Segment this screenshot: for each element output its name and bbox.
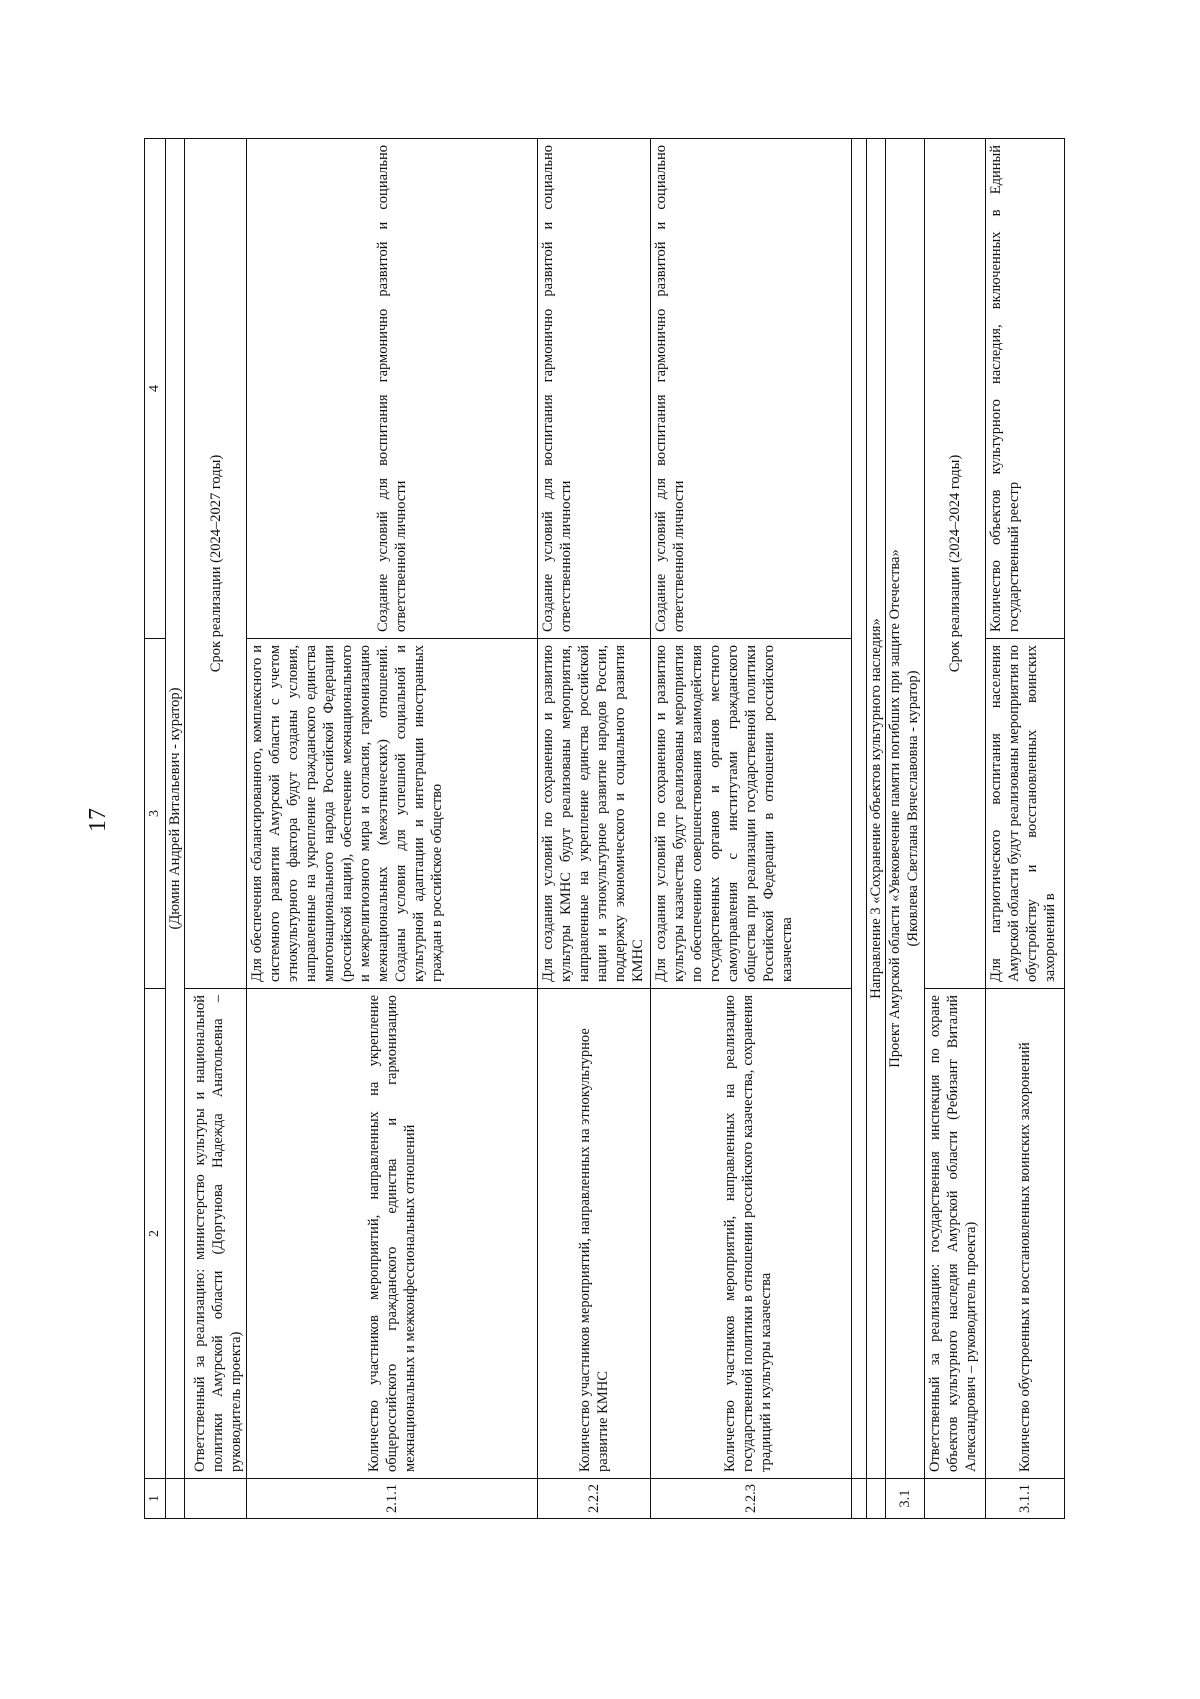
table-row [651, 139, 852, 1519]
spacer-num-cell [852, 1479, 867, 1519]
responsible-num-cell-2 [925, 1479, 986, 1519]
result-2-2-2: Создание условий для воспитания гармонично развитой и социально ответственной личности [538, 139, 651, 639]
spacer-row [852, 139, 867, 1519]
curator-row [166, 139, 185, 1519]
page-number: 17 [85, 808, 111, 832]
responsible-row-1 [185, 139, 247, 1519]
project-row [886, 139, 925, 1519]
row-number-2-2-2: 2.2.2 [538, 1479, 651, 1519]
table-row [247, 139, 538, 1519]
project-number-3-1: 3.1 [886, 1479, 925, 1519]
measures-table [144, 138, 1065, 1519]
col-header-2: 2 [145, 989, 166, 1479]
responsible-row-2 [925, 139, 986, 1519]
indicator-3-1-1: Количество обустроенных и восстановленных воинских захоронений [986, 989, 1065, 1479]
table-row [538, 139, 651, 1519]
direction-row [867, 139, 886, 1519]
result-2-1-1: Создание условий для воспитания гармонично развитой и социально ответственной личности [247, 139, 538, 639]
spacer-cell [852, 139, 867, 1479]
description-2-2-2: Для создания условий по сохранению и развитию культуры КМНС будут реализованы мероприятия, направленные на укрепление единства российской нации и этнокультурное развитие народов России, поддержку экономического и социального развития КМНС [538, 639, 651, 989]
result-3-1-1: Количество объектов культурного наследия, включенных в Единый государственный реестр [986, 139, 1065, 639]
term-1: Срок реализации (2024–2027 годы) [185, 139, 247, 989]
rotated-table-container [144, 139, 1104, 1519]
description-2-1-1: Для обеспечения сбалансированного, комплексного и системного развития Амурской области с учетом этнокультурного фактора будут созданы условия, направленные на укрепление гражданского единства многонационального народа Российской Федерации (российской нации), обеспечение межнационального и межрелигиозного мира и согласия, гармонизацию межнациональных (межэтнических) отношений. Созданы условия для успешной социальной и культурной адаптации и интеграции иностранных граждан в российское общество [247, 639, 538, 989]
row-number-2-1-1: 2.1.1 [247, 1479, 538, 1519]
term-2: Срок реализации (2024–2024 годы) [925, 139, 986, 989]
responsible-2: Ответственный за реализацию: государственная инспекция по охране объектов культурного наследия Амурской области (Ребизант Виталий Александрович – руководитель проекта) [925, 989, 986, 1479]
row-number-3-1-1: 3.1.1 [986, 1479, 1065, 1519]
indicator-2-2-2: Количество участников мероприятий, направленных на этнокультурное развитие КМНС [538, 989, 651, 1479]
direction-3: Направление 3 «Сохранение объектов культурного наследия» [867, 139, 886, 1479]
table-row [986, 139, 1065, 1519]
direction-num-cell [867, 1479, 886, 1519]
responsible-1: Ответственный за реализацию: министерство культуры и национальной политики Амурской области (Доргунова Надежда Анатольевна – руководитель проекта) [185, 989, 247, 1479]
col-header-1: 1 [145, 1479, 166, 1519]
indicator-2-1-1: Количество участников мероприятий, направленных на укрепление общероссийского гражданского единства и гармонизацию межнациональных и межконфессиональных отношений [247, 989, 538, 1479]
project-title: Проект Амурской области «Увековечение памяти погибших при защите Отечества» [887, 549, 903, 1068]
indicator-2-2-3: Количество участников мероприятий, направленных на реализацию государственной политики в отношении российского казачества, сохранения традиций и культуры казачества [651, 989, 852, 1479]
description-3-1-1: Для патриотического воспитания населения Амурской области будут реализованы мероприятия по обустройству и восстановленных воинских захоронений в [986, 639, 1065, 989]
project-3-1 [886, 139, 925, 1479]
col-header-4: 4 [145, 139, 166, 639]
row-number-2-2-3: 2.2.3 [651, 1479, 852, 1519]
responsible-num-cell [185, 1479, 247, 1519]
col-header-3: 3 [145, 639, 166, 989]
curator-num-cell [166, 1479, 185, 1519]
result-2-2-3: Создание условий для воспитания гармонично развитой и социально ответственной личности [651, 139, 852, 639]
description-2-2-3: Для создания условий по сохранению и развитию культуры казачества будут реализованы мероприятия по обеспечению совершенствования взаимодействия государственных органов и органов местного самоуправления с институтами гражданского общества при реализации государственной политики Российской Федерации в отношении российского казачества [651, 639, 852, 989]
curator-1: (Дюмин Андрей Витальевич - куратор) [166, 139, 185, 1479]
project-curator: (Яковлева Светлана Вячеславовна - куратор) [905, 670, 921, 947]
column-number-row [145, 139, 166, 1519]
